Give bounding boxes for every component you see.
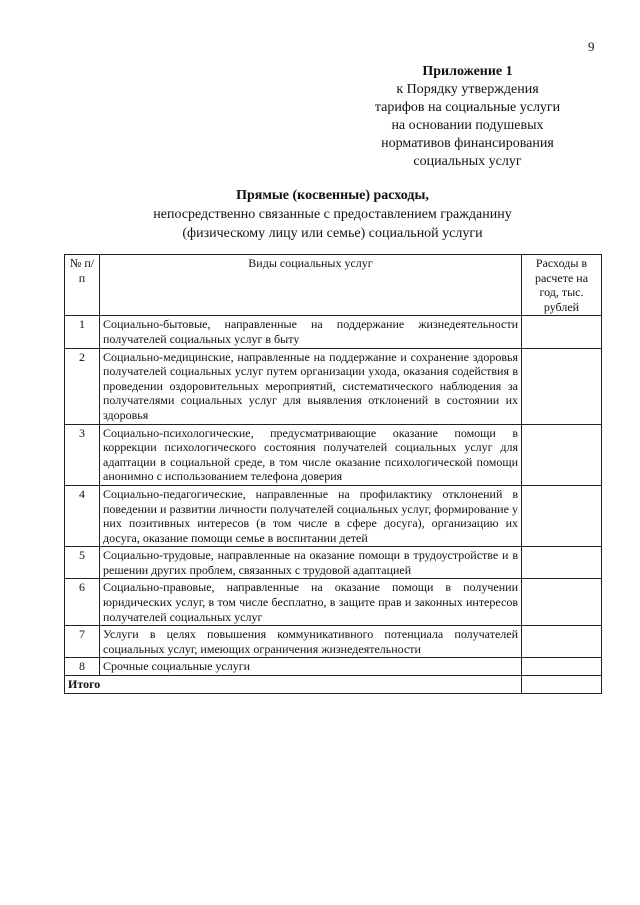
total-label: Итого (65, 676, 522, 694)
table-row (65, 579, 602, 626)
table-row (65, 485, 602, 546)
table-row (65, 547, 602, 579)
page-number: 9 (588, 39, 595, 54)
table-row (65, 424, 602, 485)
row-service: Социально-психологические, предусматривающие оказание помощи в коррекции психологического состояния получателей социальных услуг для адаптации в социальной среде, в том числе оказание психологической помощи анонимно с использованием телефона доверия (100, 424, 522, 485)
row-service: Социально-правовые, направленные на оказание помощи в получении юридических услуг, в том числе бесплатно, в защите прав и законных интересов получателей социальных услуг (100, 579, 522, 626)
services-table (64, 254, 602, 694)
row-number: 5 (65, 547, 100, 579)
appendix-line: на основании подушевых (391, 118, 544, 133)
appendix-line: нормативов финансирования (381, 136, 554, 151)
appendix-line: социальных услуг (413, 154, 522, 169)
row-service: Социально-трудовые, направленные на оказание помощи в трудоустройстве и в решении других проблем, связанных с трудовой адаптацией (100, 547, 522, 579)
row-service: Социально-медицинские, направленные на поддержание и сохранение здоровья получателей социальных услуг путем организации ухода, оказания содействия в проведении оздоровительных мероприятий, систематического наблюдения за получателями социальных услуг для выявления отклонений в состоянии их здоровья (100, 348, 522, 424)
appendix-block (360, 63, 575, 171)
header-expenses: Расходы в расчете на год, тыс. рублей (522, 255, 602, 316)
row-number: 6 (65, 579, 100, 626)
row-service: Социально-бытовые, направленные на поддержание жизнедеятельности получателей социальных услуг в быту (100, 316, 522, 348)
row-expenses (522, 626, 602, 658)
table-row (65, 316, 602, 348)
row-number: 4 (65, 485, 100, 546)
row-expenses (522, 579, 602, 626)
row-number: 3 (65, 424, 100, 485)
row-number: 1 (65, 316, 100, 348)
row-expenses (522, 348, 602, 424)
row-service: Срочные социальные услуги (100, 658, 522, 676)
heading-subtitle-line: (физическому лицу или семье) социальной услуги (182, 226, 483, 241)
table-row (65, 348, 602, 424)
document-heading (60, 186, 605, 243)
row-expenses (522, 658, 602, 676)
row-expenses (522, 316, 602, 348)
total-expenses (522, 676, 602, 694)
table-row (65, 658, 602, 676)
heading-subtitle-line: непосредственно связанные с предоставлением гражданину (153, 207, 512, 222)
row-expenses (522, 547, 602, 579)
row-service: Услуги в целях повышения коммуникативного потенциала получателей социальных услуг, имеющих ограничения жизнедеятельности (100, 626, 522, 658)
table-total-row (65, 676, 602, 694)
appendix-line: тарифов на социальные услуги (374, 100, 561, 115)
heading-title: Прямые (косвенные) расходы, (236, 188, 429, 203)
row-number: 2 (65, 348, 100, 424)
header-number: № п/п (65, 255, 100, 316)
header-service: Виды социальных услуг (100, 255, 522, 316)
row-expenses (522, 485, 602, 546)
table-row (65, 626, 602, 658)
row-expenses (522, 424, 602, 485)
table-header-row (65, 255, 602, 316)
appendix-title: Приложение 1 (422, 64, 513, 79)
row-number: 7 (65, 626, 100, 658)
row-service: Социально-педагогические, направленные на профилактику отклонений в поведении и развитии личности получателей социальных услуг, формирование у них позитивных интересов (в том числе в сфере досуга), организацию их досуга, оказание помощи семье в воспитании детей (100, 485, 522, 546)
appendix-line: к Порядку утверждения (396, 82, 539, 97)
row-number: 8 (65, 658, 100, 676)
